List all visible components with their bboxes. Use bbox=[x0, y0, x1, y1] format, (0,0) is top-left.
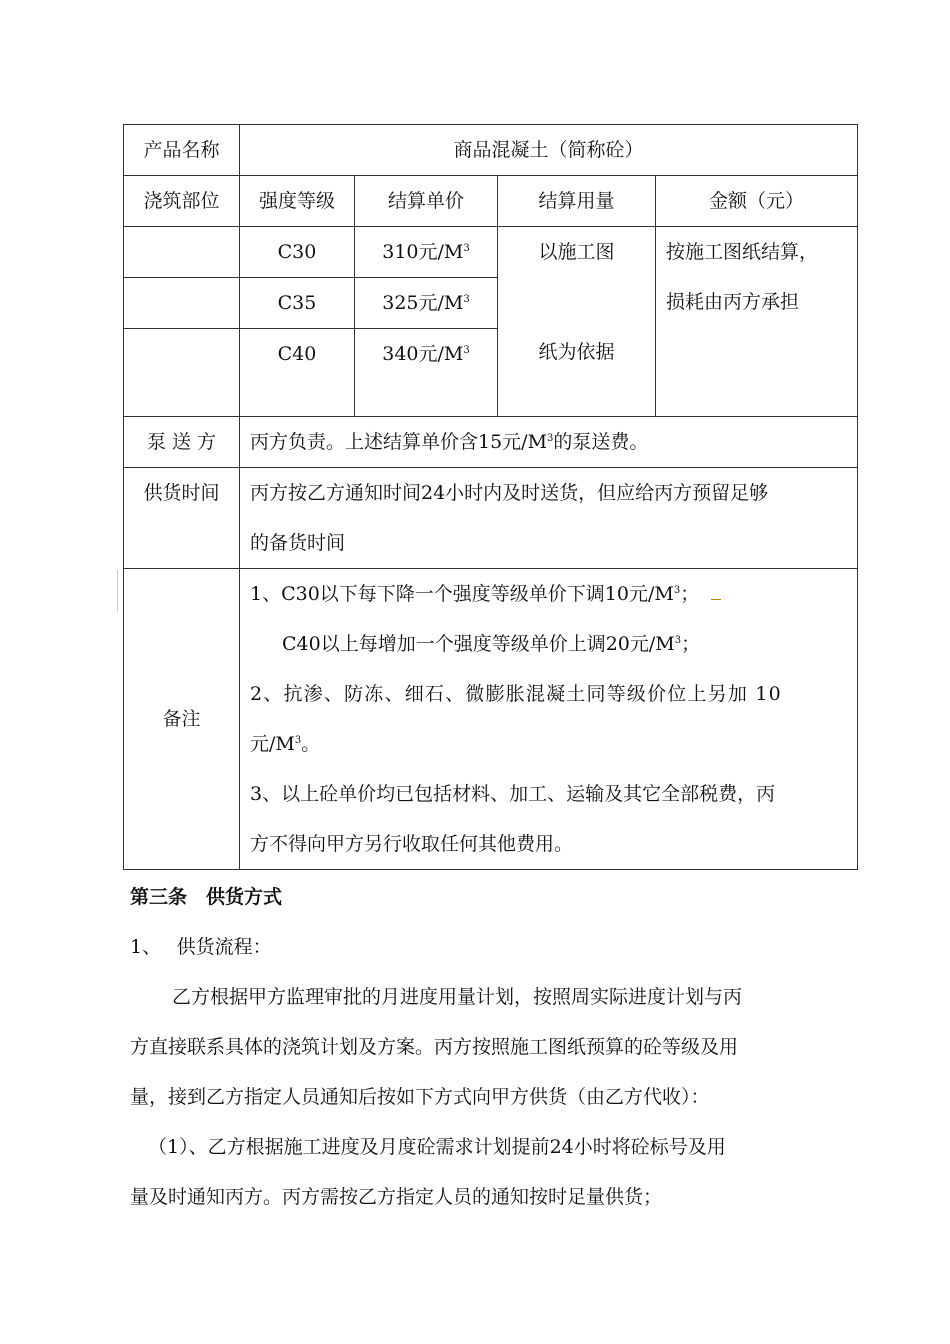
paragraph-line: 量，接到乙方指定人员通知后按如下方式向甲方供货（由乙方代收）： bbox=[130, 1086, 710, 1108]
product-name-row bbox=[124, 125, 858, 176]
header-price: 结算单价 bbox=[355, 176, 498, 227]
remarks-text: 1、C30以下每下降一个强度等级单价下调10元$/M^3$； C40以上每增加一个强度等级单价上调20元$/M^3$； 2、抗渗、防冻、细石、微膨胀混凝土同等级价位上另加 10 元$/M^3$。 3、以上砼单价均已包括材料、加工、运输及其它全部税费，丙 方不得向甲方另行收取任何其他费用。 bbox=[240, 569, 858, 870]
pump-text: 丙方负责。上述结算单价含15元$/M^3$的泵送费。 bbox=[240, 417, 858, 468]
part-cell bbox=[124, 278, 240, 329]
header-usage: 结算用量 bbox=[498, 176, 656, 227]
header-part: 浇筑部位 bbox=[124, 176, 240, 227]
price-cell: 310元$/M^3$ bbox=[355, 227, 498, 278]
supply-method-section bbox=[130, 872, 830, 1222]
paragraph-line: （1）、乙方根据施工进度及月度砼需求计划提前24小时将砼标号及用 bbox=[148, 1136, 726, 1158]
header-row bbox=[124, 176, 858, 227]
grade-cell: C35 bbox=[240, 278, 355, 329]
price-cell: 325元$/M^3$ bbox=[355, 278, 498, 329]
remarks-row bbox=[124, 569, 858, 870]
header-grade: 强度等级 bbox=[240, 176, 355, 227]
table-row bbox=[124, 227, 858, 278]
product-name-value: 商品混凝土（简称砼） bbox=[240, 125, 858, 176]
pump-label: 泵 送 方 bbox=[124, 417, 240, 468]
part-cell bbox=[124, 227, 240, 278]
grade-cell: C30 bbox=[240, 227, 355, 278]
section-heading: 第三条 供货方式 bbox=[130, 886, 283, 908]
header-amount: 金额（元） bbox=[656, 176, 858, 227]
item-title: 1、 供货流程： bbox=[130, 936, 272, 958]
remarks-label: 备注 bbox=[124, 569, 240, 870]
usage-cell: 以施工图 纸为依据 bbox=[498, 227, 656, 417]
price-cell: 340元$/M^3$ bbox=[355, 329, 498, 417]
grade-cell: C40 bbox=[240, 329, 355, 417]
part-cell bbox=[124, 329, 240, 417]
supply-time-text: 丙方按乙方通知时间24小时内及时送货，但应给丙方预留足够 的备货时间 bbox=[240, 468, 858, 569]
paragraph-line: 乙方根据甲方监理审批的月进度用量计划，按照周实际进度计划与丙 bbox=[172, 986, 743, 1008]
paragraph-line: 方直接联系具体的浇筑计划及方案。丙方按照施工图纸预算的砼等级及用 bbox=[130, 1036, 739, 1058]
margin-mark bbox=[117, 570, 118, 612]
product-name-label: 产品名称 bbox=[124, 125, 240, 176]
pump-row bbox=[124, 417, 858, 468]
text-cursor-mark bbox=[711, 585, 721, 600]
paragraph-line: 量及时通知丙方。丙方需按乙方指定人员的通知按时足量供货； bbox=[130, 1186, 663, 1208]
amount-cell: 按施工图纸结算， 损耗由丙方承担 bbox=[656, 227, 858, 417]
concrete-spec-table bbox=[123, 124, 858, 870]
supply-time-row bbox=[124, 468, 858, 569]
supply-time-label: 供货时间 bbox=[124, 468, 240, 569]
